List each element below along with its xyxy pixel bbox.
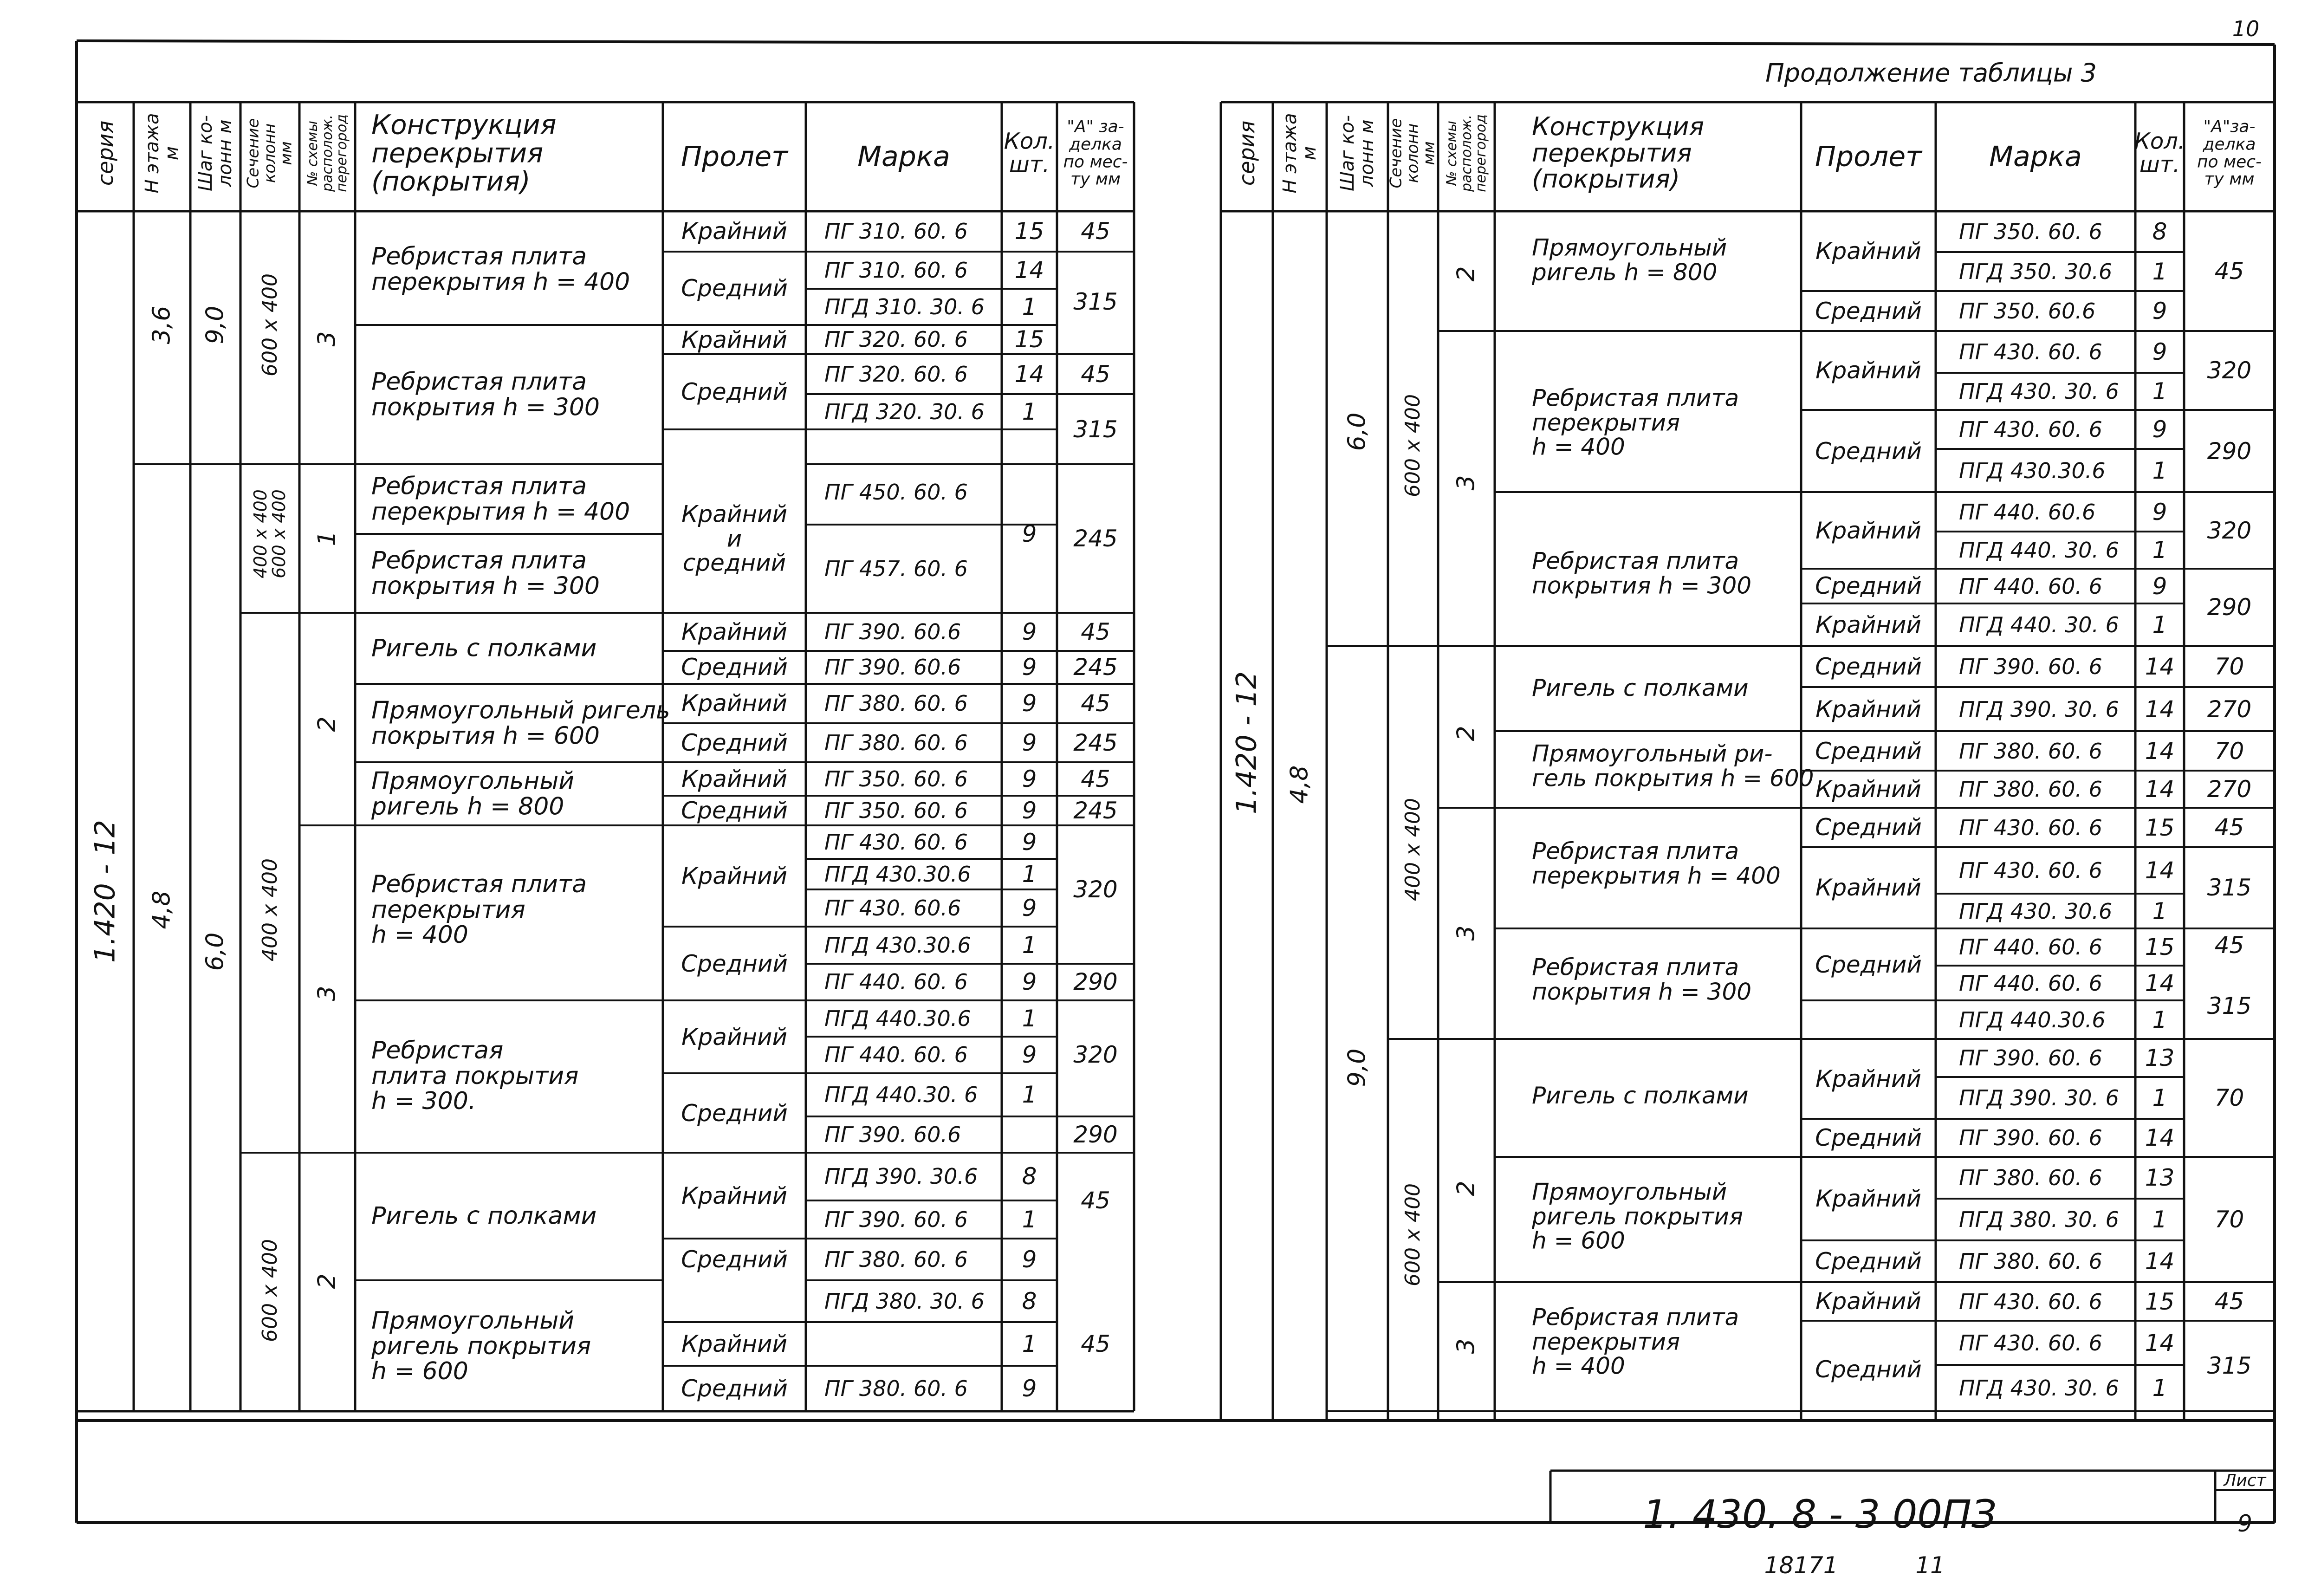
mark-text: ПГД 350. 30.6 xyxy=(1959,259,2113,284)
scheme-value: 2 xyxy=(1452,266,1480,282)
construction-text: Ребристая плита покрытия h = 300 xyxy=(371,546,600,600)
mark-text: ПГ 430. 60. 6 xyxy=(1959,1330,2102,1356)
mark-text: ПГ 350. 60. 6 xyxy=(1959,219,2102,244)
mark-text: ПГ 430. 60. 6 xyxy=(824,829,968,855)
qty-text: 1 xyxy=(1022,860,1037,888)
grid-line xyxy=(77,41,2275,45)
document-code: 1. 430. 8 - 3 00ПЗ xyxy=(1643,1491,1997,1537)
mark-text: ПГ 320. 60. 6 xyxy=(824,361,968,387)
prolet-text: Крайний xyxy=(681,618,788,645)
qty-text: 1 xyxy=(2152,1206,2167,1233)
qty-text: 9 xyxy=(1022,618,1037,645)
qty-text: 8 xyxy=(2152,218,2167,245)
prolet-text: Средний xyxy=(1815,951,1922,978)
qty-text: 14 xyxy=(2145,775,2175,803)
prolet-text: Средний xyxy=(1815,813,1922,841)
prolet-text: Средний xyxy=(681,797,788,824)
construction-text: Прямоугольный ригель покрытия h = 600 xyxy=(1532,1178,1743,1254)
col-header-seria: серия xyxy=(1234,120,1259,186)
qty-text: 1 xyxy=(2152,457,2167,484)
mark-text: ПГ 440. 60. 6 xyxy=(1959,934,2102,960)
mark-text: ПГ 390. 60.6 xyxy=(824,654,961,680)
prolet-text: Средний xyxy=(681,1246,788,1273)
mark-text: ПГД 430.30.6 xyxy=(1959,458,2106,483)
mark-text: ПГ 320. 60. 6 xyxy=(824,326,968,352)
mark-text: ПГ 380. 60. 6 xyxy=(824,1246,968,1272)
qty-text: 14 xyxy=(1014,256,1044,284)
col-header-section: Сечение колонн мм xyxy=(243,118,296,188)
qty-text: 8 xyxy=(1022,1162,1037,1190)
prolet-text: Крайний xyxy=(681,689,788,717)
section-value: 400 x 400 xyxy=(258,858,282,961)
prolet-text: Крайний xyxy=(1815,695,1922,723)
mark-text: ПГД 320. 30. 6 xyxy=(824,399,985,424)
construction-text: Ребристая плита перекрытия h = 400 xyxy=(1532,1304,1739,1380)
mark-text: ПГД 390. 30. 6 xyxy=(1959,1085,2119,1110)
prolet-text: Средний xyxy=(1815,1124,1922,1151)
table-caption: Продолжение таблицы 3 xyxy=(1765,58,2097,88)
mark-text: ПГД 440.30. 6 xyxy=(824,1082,978,1107)
qty-text: 1 xyxy=(2152,536,2167,564)
construction-text: Ригель с полками xyxy=(1532,674,1749,701)
col-header-zadelka: "А" за- делка по мес- ту мм xyxy=(1063,117,1128,189)
mark-text: ПГ 380. 60. 6 xyxy=(824,1375,968,1401)
zadelka-text: 45 xyxy=(1081,1187,1110,1214)
prolet-text: Крайний xyxy=(1815,874,1922,901)
mark-text: ПГД 440.30.6 xyxy=(824,1006,971,1031)
mark-text: ПГ 440. 60. 6 xyxy=(1959,970,2102,996)
mark-text: ПГ 430. 60. 6 xyxy=(1959,1289,2102,1314)
zadelka-text: 245 xyxy=(1073,525,1118,552)
construction-text: Ребристая плита перекрытия h = 400 xyxy=(1532,837,1781,889)
mark-text: ПГ 390. 60.6 xyxy=(824,1122,961,1147)
col-header-scheme: № схемы располож. перегород xyxy=(304,114,350,192)
mark-text: ПГ 440. 60.6 xyxy=(1959,499,2096,525)
col-header-marka: Марка xyxy=(857,140,950,173)
col-header-section: Сечение колонн мм xyxy=(1387,118,1439,188)
qty-text: 1 xyxy=(2152,1084,2167,1111)
col-header-marka: Марка xyxy=(1989,140,2082,173)
zadelka-text: 315 xyxy=(2207,992,2252,1019)
zadelka-text: 315 xyxy=(2207,1352,2252,1379)
section-value: 600 x 400 xyxy=(258,1239,282,1342)
qty-text: 14 xyxy=(2145,969,2175,997)
construction-text: Ребристая плита покрытия h = 300 xyxy=(371,368,600,421)
col-header-span: Шаг ко- лонн м xyxy=(1337,115,1378,192)
qty-text: 1 xyxy=(2152,1374,2167,1401)
mark-text: ПГ 440. 60. 6 xyxy=(824,969,968,994)
construction-text: Прямоугольный ригель покрытия h = 600 xyxy=(371,696,670,750)
mark-text: ПГ 390. 60. 6 xyxy=(824,1207,968,1232)
qty-text: 9 xyxy=(2152,415,2167,443)
prolet-text: Средний xyxy=(1815,653,1922,680)
qty-text: 14 xyxy=(2145,856,2175,884)
zadelka-text: 320 xyxy=(2207,357,2252,384)
qty-text: 1 xyxy=(1022,1005,1037,1032)
sheet-number: 9 xyxy=(2237,1510,2252,1537)
span-value: 9,0 xyxy=(201,305,229,344)
sheet-label: Лист xyxy=(2224,1471,2266,1491)
qty-text: 14 xyxy=(2145,1247,2175,1275)
prolet-text: Средний xyxy=(1815,1356,1922,1383)
qty-text: 1 xyxy=(1022,293,1037,320)
zadelka-text: 320 xyxy=(1073,876,1118,903)
mark-text: ПГ 350. 60. 6 xyxy=(824,798,968,823)
scheme-value: 3 xyxy=(1452,475,1480,491)
seria-value: 1.420 - 12 xyxy=(1230,671,1263,814)
prolet-text: Средний xyxy=(681,274,788,302)
prolet-text: Крайний xyxy=(681,862,788,889)
construction-text: Ребристая плита перекрытия h = 400 xyxy=(371,870,587,949)
col-header-zadelka: "А"за- делка по мес- ту мм xyxy=(2197,117,2262,189)
construction-text: Прямоугольный ригель h = 800 xyxy=(371,767,575,820)
mark-text: ПГ 380. 60. 6 xyxy=(1959,776,2102,802)
scheme-value: 3 xyxy=(1452,1338,1480,1354)
mark-text: ПГ 440. 60. 6 xyxy=(1959,573,2102,599)
prolet-text: Крайний xyxy=(1815,1065,1922,1092)
qty-text: 13 xyxy=(2145,1164,2175,1191)
mark-text: ПГ 430. 60. 6 xyxy=(1959,416,2102,442)
qty-text: 14 xyxy=(2145,653,2175,680)
qty-text: 15 xyxy=(2145,814,2175,841)
zadelka-text: 245 xyxy=(1073,797,1118,824)
col-header-construction: Конструкция перекрытия (покрытия) xyxy=(371,109,557,197)
mark-text: ПГД 430.30.6 xyxy=(824,861,971,887)
construction-text: Ребристая плита перекрытия h = 400 xyxy=(371,242,630,296)
mark-text: ПГД 310. 30. 6 xyxy=(824,294,985,319)
qty-text: 9 xyxy=(2152,572,2167,600)
prolet-text: Крайний и средний xyxy=(681,500,788,577)
mark-text: ПГД 430.30.6 xyxy=(824,932,971,958)
zadelka-text: 315 xyxy=(1073,415,1118,443)
mark-text: ПГ 390. 60. 6 xyxy=(1959,1045,2102,1070)
construction-text: Ребристая плита покрытия h = 300. xyxy=(371,1037,579,1116)
qty-text: 13 xyxy=(2145,1044,2175,1071)
footer-number: 18171 xyxy=(1764,1551,1838,1579)
zadelka-text: 45 xyxy=(2214,931,2244,959)
qty-text: 9 xyxy=(1022,653,1037,681)
mark-text: ПГ 430. 60. 6 xyxy=(1959,339,2102,364)
construction-text: Ригель с полками xyxy=(371,634,597,662)
scheme-value: 3 xyxy=(313,986,341,1001)
mark-text: ПГД 380. 30. 6 xyxy=(1959,1207,2119,1232)
col-header-height: Н этажа м xyxy=(1279,113,1320,194)
zadelka-text: 70 xyxy=(2214,1084,2244,1111)
height-value: 4,8 xyxy=(148,890,176,929)
scheme-value: 2 xyxy=(1452,1181,1480,1196)
mark-text: ПГД 430. 30. 6 xyxy=(1959,1375,2119,1401)
qty-text: 9 xyxy=(1022,797,1037,824)
qty-text: 15 xyxy=(1014,325,1044,353)
prolet-text: Крайний xyxy=(1815,775,1922,803)
scheme-value: 1 xyxy=(313,531,341,546)
section-value: 600 x 400 xyxy=(1400,1183,1425,1286)
qty-text: 8 xyxy=(1022,1287,1037,1315)
mark-text: ПГ 430. 60.6 xyxy=(824,895,961,921)
prolet-text: Средний xyxy=(681,729,788,756)
qty-text: 1 xyxy=(2152,1006,2167,1033)
mark-text: ПГ 380. 60. 6 xyxy=(824,730,968,755)
col-header-prolet: Пролет xyxy=(681,140,788,173)
section-value: 400 x 400 xyxy=(1400,798,1425,901)
prolet-text: Крайний xyxy=(681,1330,788,1357)
qty-text: 1 xyxy=(2152,897,2167,925)
construction-text: Ребристая плита покрытия h = 300 xyxy=(1532,954,1752,1005)
prolet-text: Средний xyxy=(681,950,788,977)
zadelka-text: 45 xyxy=(1081,689,1110,717)
construction-text: Ребристая плита перекрытия h = 400 xyxy=(1532,384,1739,461)
zadelka-text: 290 xyxy=(1073,968,1118,995)
mark-text: ПГ 390. 60. 6 xyxy=(1959,1125,2102,1150)
zadelka-text: 70 xyxy=(2214,737,2244,765)
mark-text: ПГ 380. 60. 6 xyxy=(1959,1248,2102,1274)
zadelka-text: 290 xyxy=(2207,437,2252,465)
prolet-text: Крайний xyxy=(681,217,788,245)
zadelka-text: 290 xyxy=(2207,593,2252,621)
qty-text: 1 xyxy=(1022,398,1037,425)
prolet-text: Средний xyxy=(1815,572,1922,599)
qty-text: 9 xyxy=(1022,520,1037,547)
prolet-text: Средний xyxy=(681,1099,788,1127)
zadelka-text: 45 xyxy=(1081,765,1110,792)
qty-text: 9 xyxy=(1022,765,1037,792)
mark-text: ПГД 390. 30. 6 xyxy=(1959,696,2119,722)
qty-text: 9 xyxy=(1022,968,1037,995)
zadelka-text: 45 xyxy=(1081,360,1110,388)
col-header-prolet: Пролет xyxy=(1815,140,1922,173)
section-value: 600 x 400 xyxy=(258,273,282,376)
qty-text: 1 xyxy=(1022,1206,1037,1233)
qty-text: 14 xyxy=(2145,1329,2175,1356)
scheme-value: 2 xyxy=(313,716,341,732)
mark-text: ПГ 380. 60. 6 xyxy=(1959,738,2102,764)
scheme-value: 2 xyxy=(313,1273,341,1289)
zadelka-text: 290 xyxy=(1073,1121,1118,1148)
qty-text: 9 xyxy=(1022,689,1037,717)
qty-text: 14 xyxy=(2145,737,2175,765)
mark-text: ПГ 380. 60. 6 xyxy=(1959,1165,2102,1190)
zadelka-text: 45 xyxy=(2214,813,2244,841)
mark-text: ПГ 390. 60.6 xyxy=(824,619,961,644)
qty-text: 9 xyxy=(1022,1375,1037,1402)
span-value: 6,0 xyxy=(201,932,229,971)
section-value: 400 x 400 600 x 400 xyxy=(250,489,289,578)
scheme-value: 3 xyxy=(313,331,341,347)
mark-text: ПГД 390. 30.6 xyxy=(824,1163,978,1189)
mark-text: ПГ 390. 60. 6 xyxy=(1959,654,2102,679)
prolet-text: Средний xyxy=(681,653,788,681)
construction-text: Ригель с полками xyxy=(1532,1082,1749,1109)
mark-text: ПГД 440. 30. 6 xyxy=(1959,612,2119,637)
prolet-text: Крайний xyxy=(1815,611,1922,638)
mark-text: ПГ 457. 60. 6 xyxy=(824,556,968,581)
prolet-text: Средний xyxy=(681,1375,788,1402)
prolet-text: Крайний xyxy=(1815,1287,1922,1315)
scheme-value: 2 xyxy=(1452,726,1480,741)
zadelka-text: 45 xyxy=(1081,1330,1110,1357)
prolet-text: Средний xyxy=(1815,737,1922,765)
section-value: 600 x 400 xyxy=(1400,394,1425,497)
zadelka-text: 45 xyxy=(1081,217,1110,245)
prolet-text: Средний xyxy=(1815,297,1922,324)
prolet-text: Крайний xyxy=(1815,357,1922,384)
qty-text: 9 xyxy=(1022,894,1037,921)
qty-text: 1 xyxy=(1022,1330,1037,1357)
page-number: 10 xyxy=(2232,16,2260,41)
qty-text: 1 xyxy=(1022,931,1037,959)
col-header-kol: Кол. шт. xyxy=(2134,128,2185,178)
col-header-construction: Конструкция перекрытия (покрытия) xyxy=(1532,111,1705,194)
zadelka-text: 315 xyxy=(1073,288,1118,315)
mark-text: ПГ 350. 60.6 xyxy=(1959,298,2096,324)
qty-text: 9 xyxy=(1022,828,1037,856)
mark-text: ПГ 430. 60. 6 xyxy=(1959,857,2102,883)
mark-text: ПГ 380. 60. 6 xyxy=(824,690,968,716)
mark-text: ПГ 310. 60. 6 xyxy=(824,257,968,283)
zadelka-text: 70 xyxy=(2214,653,2244,680)
prolet-text: Средний xyxy=(681,378,788,405)
qty-text: 1 xyxy=(2152,258,2167,285)
mark-text: ПГД 430. 30. 6 xyxy=(1959,378,2119,404)
qty-text: 15 xyxy=(2145,1288,2175,1315)
qty-text: 15 xyxy=(1014,217,1044,245)
qty-text: 9 xyxy=(1022,1041,1037,1068)
zadelka-text: 245 xyxy=(1073,653,1118,681)
prolet-text: Крайний xyxy=(681,1023,788,1051)
mark-text: ПГД 440.30.6 xyxy=(1959,1007,2106,1032)
qty-text: 1 xyxy=(2152,611,2167,638)
construction-text: Прямоугольный ригель h = 800 xyxy=(1532,234,1727,285)
zadelka-text: 270 xyxy=(2207,695,2252,723)
height-value: 4,8 xyxy=(1285,765,1314,804)
col-header-scheme: № схемы располож. перегород xyxy=(1443,114,1489,192)
construction-text: Ригель с полками xyxy=(371,1202,597,1230)
span-value: 6,0 xyxy=(1343,412,1371,451)
mark-text: ПГ 450. 60. 6 xyxy=(824,479,968,505)
zadelka-text: 315 xyxy=(2207,874,2252,901)
zadelka-text: 70 xyxy=(2214,1206,2244,1233)
prolet-text: Крайний xyxy=(681,326,788,353)
qty-text: 15 xyxy=(2145,933,2175,960)
col-header-span: Шаг ко- лонн м xyxy=(195,115,236,192)
mark-text: ПГД 440. 30. 6 xyxy=(1959,537,2119,563)
mark-text: ПГД 380. 30. 6 xyxy=(824,1288,985,1314)
scheme-value: 3 xyxy=(1452,925,1480,941)
height-value: 3,6 xyxy=(148,305,176,344)
qty-text: 9 xyxy=(2152,297,2167,324)
qty-text: 9 xyxy=(2152,338,2167,365)
footer-number-2: 11 xyxy=(1915,1551,1945,1579)
col-header-kol: Кол. шт. xyxy=(1004,128,1055,178)
qty-text: 14 xyxy=(2145,695,2175,723)
zadelka-text: 45 xyxy=(2214,257,2244,285)
zadelka-text: 245 xyxy=(1073,729,1118,756)
span-value: 9,0 xyxy=(1343,1048,1371,1087)
prolet-text: Крайний xyxy=(1815,1185,1922,1212)
qty-text: 14 xyxy=(2145,1124,2175,1151)
mark-text: ПГ 440. 60. 6 xyxy=(824,1042,968,1067)
prolet-text: Крайний xyxy=(1815,517,1922,544)
qty-text: 1 xyxy=(1022,1081,1037,1108)
construction-text: Прямоугольный ри- гель покрытия h = 600 xyxy=(1532,740,1814,792)
zadelka-text: 45 xyxy=(1081,618,1110,645)
zadelka-text: 320 xyxy=(2207,517,2252,544)
prolet-text: Крайний xyxy=(1815,237,1922,265)
col-header-height: Н этажа м xyxy=(142,113,182,194)
prolet-text: Крайний xyxy=(681,1182,788,1209)
qty-text: 9 xyxy=(1022,729,1037,756)
mark-text: ПГ 310. 60. 6 xyxy=(824,218,968,244)
construction-text: Ребристая плита покрытия h = 300 xyxy=(1532,547,1752,599)
prolet-text: Средний xyxy=(1815,1247,1922,1275)
col-header-seria: серия xyxy=(92,120,118,186)
mark-text: ПГ 350. 60. 6 xyxy=(824,766,968,792)
zadelka-text: 270 xyxy=(2207,775,2252,803)
zadelka-text: 45 xyxy=(2214,1287,2244,1315)
qty-text: 9 xyxy=(2152,498,2167,526)
prolet-text: Средний xyxy=(1815,437,1922,465)
mark-text: ПГД 430. 30.6 xyxy=(1959,898,2113,924)
construction-text: Прямоугольный ригель покрытия h = 600 xyxy=(371,1307,591,1386)
seria-value: 1.420 - 12 xyxy=(89,820,121,963)
qty-text: 1 xyxy=(2152,377,2167,405)
mark-text: ПГ 430. 60. 6 xyxy=(1959,815,2102,840)
prolet-text: Крайний xyxy=(681,765,788,792)
construction-text: Ребристая плита перекрытия h = 400 xyxy=(371,472,630,526)
qty-text: 14 xyxy=(1014,360,1044,388)
qty-text: 9 xyxy=(1022,1246,1037,1273)
zadelka-text: 320 xyxy=(1073,1041,1118,1068)
